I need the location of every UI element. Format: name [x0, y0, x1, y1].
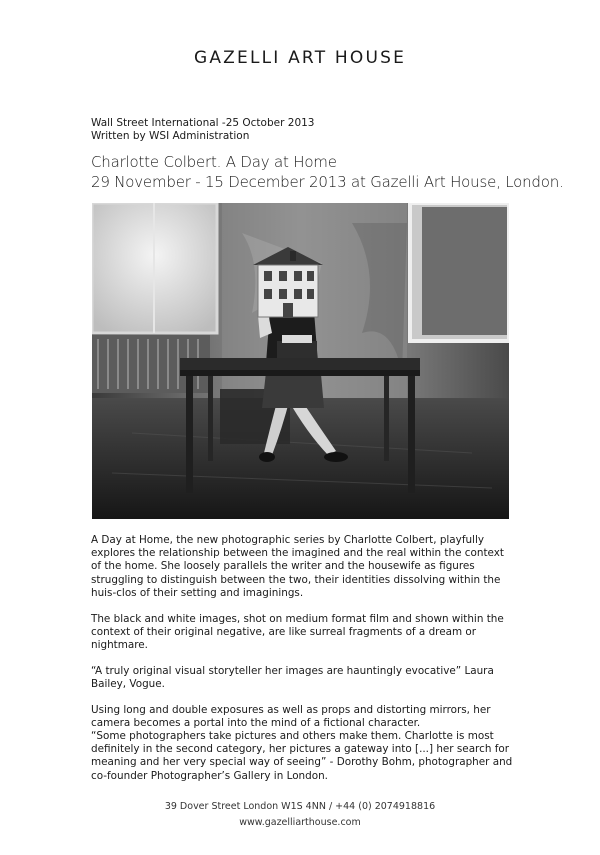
- page-footer: [0, 799, 600, 831]
- exhibition-dates: 29 November - 15 December 2013 at Gazelli Art House, London.: [91, 173, 564, 191]
- footer-website[interactable]: www.gazelliarthouse.com: [239, 817, 361, 828]
- article-meta: [91, 117, 314, 143]
- paragraph: A Day at Home, the new photographic series by Charlotte Colbert, playfully explores the relationship between the imagined and the real within the context of the home. She loosely parallels the writer and the housewife as figures struggling to distinguish between the two, their identities dissolving within the huis-clos of their setting and imaginings.: [91, 534, 504, 599]
- artwork-photograph: [92, 203, 509, 519]
- quote-paragraph: “Some photographers take pictures and others make them. Charlotte is most definitely in the second category, her pictures a gateway into [...] her search for meaning and her very special way of seeing” - Dorothy Bohm, photographer and co-founder Photographer’s Gallery in London.: [91, 729, 513, 782]
- headline: [91, 152, 564, 192]
- footer-address: 39 Dover Street London W1S 4NN / +44 (0) 2074918816: [164, 801, 436, 812]
- article-body: [91, 534, 513, 795]
- quote-paragraph: “A truly original visual storyteller her images are hauntingly evocative” Laura Bailey, Vogue.: [91, 664, 494, 690]
- gazelli-logo: GAZELLI ART HOUSE: [193, 48, 407, 68]
- paragraph: The black and white images, shot on medium format film and shown within the context of their original negative, are like surreal fragments of a dream or nightmare.: [91, 612, 504, 651]
- author-line: Written by WSI Administration: [91, 130, 250, 142]
- paragraph: Using long and double exposures as well as props and distorting mirrors, her camera becomes a portal into the mind of a fictional character.: [91, 703, 491, 729]
- exhibition-title: Charlotte Colbert. A Day at Home: [91, 153, 337, 171]
- source-line: Wall Street International -25 October 2013: [91, 117, 315, 129]
